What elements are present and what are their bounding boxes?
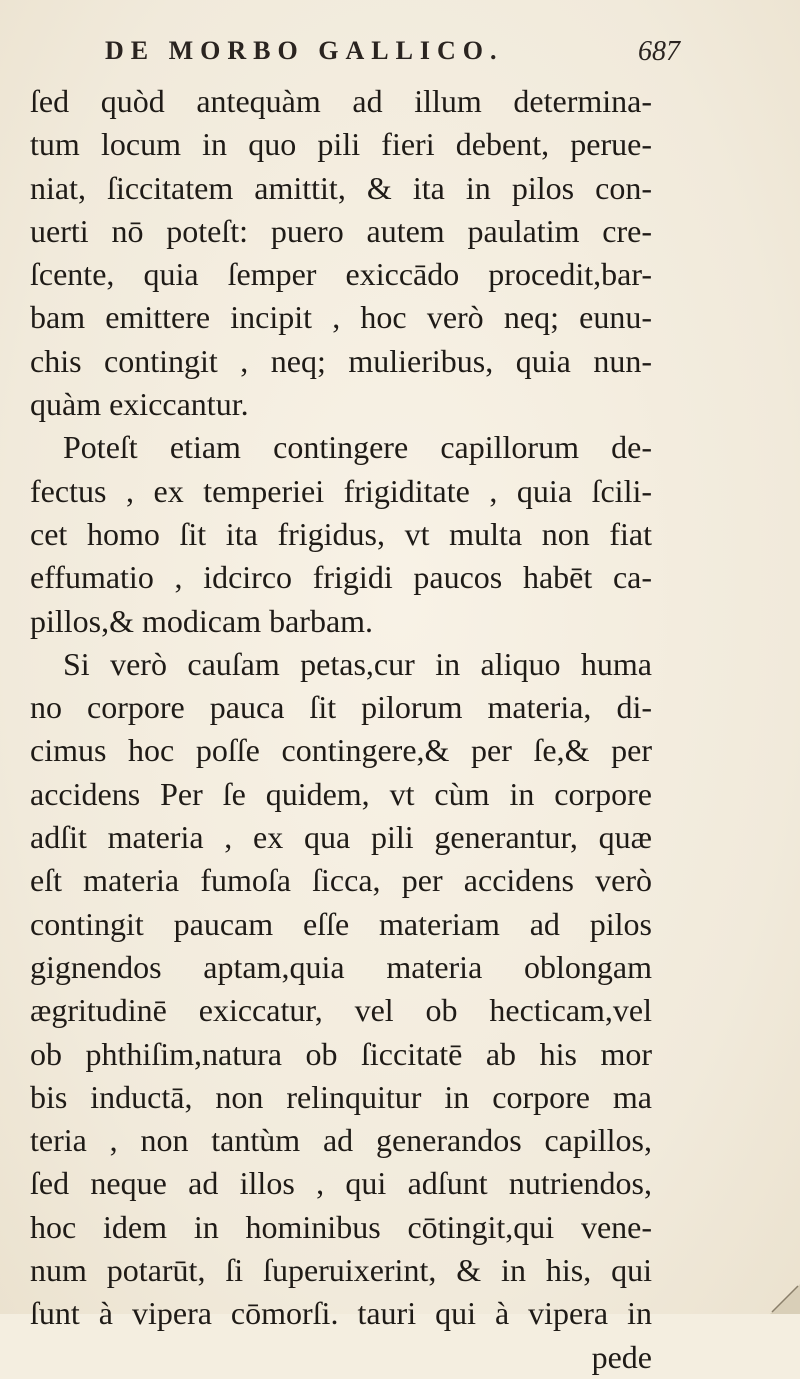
text-line: ob phthiſim,natura ob ſiccitatē ab his mor	[30, 1035, 652, 1072]
text-line: adſit materia , ex qua pili generantur, quæ	[30, 819, 652, 856]
text-line: fectus , ex temperiei frigiditate , quia ſcili-	[30, 472, 652, 509]
text-line: teria , non tantùm ad generandos capillos,	[30, 1122, 652, 1159]
text-line: hoc idem in hominibus cōtingit,qui vene-	[30, 1208, 652, 1245]
text-line: effumatio , idcirco frigidi paucos habēt ca-	[30, 559, 652, 596]
text-line: ſcente, quia ſemper exiccādo procedit,bar-	[30, 256, 652, 293]
text-line: bam emittere incipit , hoc verò neq; eunu-	[30, 299, 652, 336]
text-line: ſed neque ad illos , qui adſunt nutriendos,	[30, 1165, 652, 1202]
text-line: contingit paucam eſſe materiam ad pilos	[30, 905, 652, 942]
text-line: pillos,& modicam barbam.	[30, 602, 374, 639]
text-line: gignendos aptam,quia materia oblongam	[30, 948, 652, 985]
running-head	[105, 36, 680, 76]
running-head-title: DE MORBO GALLICO.	[105, 36, 504, 65]
text-line: Si verò cauſam petas,cur in aliquo huma	[63, 645, 652, 682]
text-line: bis inductā, non relinquitur in corpore ma	[30, 1078, 652, 1115]
text-line: num potarūt, ſi ſuperuixerint, & in his, qui	[30, 1252, 652, 1289]
body-text	[30, 80, 652, 1379]
text-line: chis contingit , neq; mulieribus, quia nun-	[30, 342, 652, 379]
text-line: eſt materia fumoſa ſicca, per accidens verò	[30, 862, 652, 899]
text-line: quàm exiccantur.	[30, 386, 249, 423]
page-number: 687	[638, 36, 680, 67]
text-line: ſunt à vipera cōmorſi. tauri qui à vipera in	[30, 1295, 652, 1332]
text-line: cet homo ſit ita frigidus, vt multa non fiat	[30, 515, 652, 552]
catchword: pede	[591, 1338, 652, 1375]
text-line: tum locum in quo pili fieri debent, perue-	[30, 126, 652, 163]
page-corner-mark	[760, 1274, 800, 1314]
text-line: cimus hoc poſſe contingere,& per ſe,& per	[30, 732, 652, 769]
text-line: Poteſt etiam contingere capillorum de-	[63, 429, 652, 466]
text-line: ſed quòd antequàm ad illum determina-	[30, 83, 652, 119]
text-line: uerti nō poteſt: puero autem paulatim cre-	[30, 212, 652, 249]
text-line: niat, ſiccitatem amittit, & ita in pilos con-	[30, 169, 652, 206]
text-line: no corpore pauca ſit pilorum materia, di-	[30, 689, 652, 726]
text-line: accidens Per ſe quidem, vt cùm in corpore	[30, 775, 652, 812]
text-line: ægritudinē exiccatur, vel ob hecticam,vel	[30, 992, 652, 1029]
